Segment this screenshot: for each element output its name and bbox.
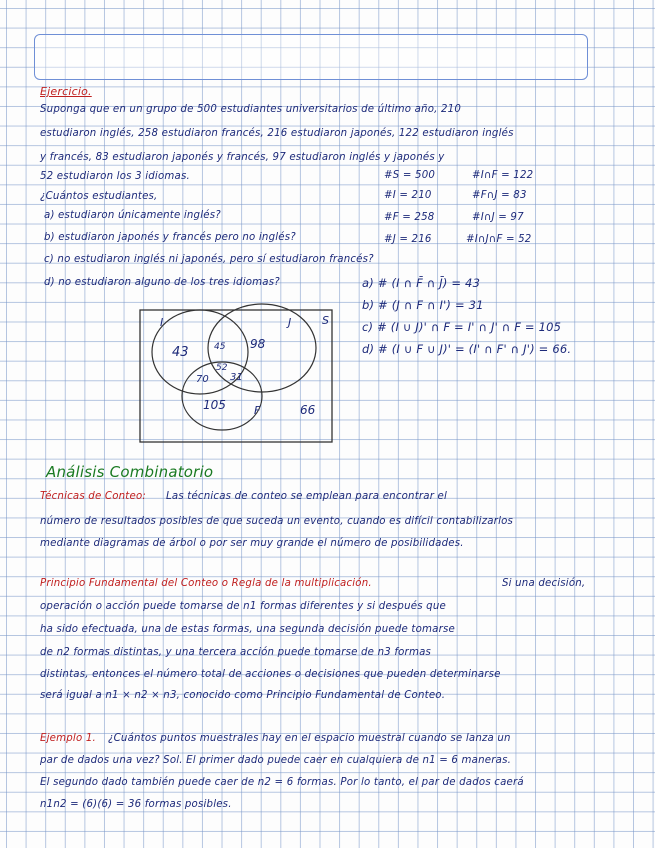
given-I: #I = 210 [384, 190, 432, 201]
given-F: #F = 258 [384, 212, 435, 223]
principle-line-4: de n2 formas distintas, y una tercera acción puede tomarse de n3 formas [40, 647, 432, 658]
principle-line-5: distintas, entonces el número total de acciones o decisiones que pueden determinarse [40, 669, 501, 680]
venn-region-only-J: 98 [250, 337, 266, 351]
section-heading: Análisis Combinatorio [46, 463, 214, 481]
techniques-line-2: número de resultados posibles de que suceda un evento, cuando es difícil contabilizarlos [40, 516, 514, 527]
exercise-line-3: y francés, 83 estudiaron japonés y francés, 97 estudiaron inglés y japonés y [40, 152, 445, 163]
example-line-4: n1n2 = (6)(6) = 36 formas posibles. [40, 799, 232, 810]
example-title: Ejemplo 1. [40, 733, 96, 744]
question-part-c: c) no estudiaron inglés ni japonés, pero sí estudiaron francés? [44, 254, 374, 265]
given-F-J: #F∩J = 83 [472, 190, 527, 201]
given-J: #J = 216 [384, 234, 432, 245]
venn-region-only-F: 105 [203, 398, 226, 412]
principle-line-6: será igual a n1 × n2 × n3, conocido como Principio Fundamental de Conteo. [40, 690, 446, 701]
venn-region-outside: 66 [300, 403, 316, 417]
exercise-title: Ejercicio. [40, 85, 92, 98]
venn-label-J: J [288, 316, 292, 329]
techniques-line-1: Las técnicas de conteo se emplean para encontrar el [166, 491, 448, 502]
question-part-b: b) estudiaron japonés y francés pero no inglés? [44, 232, 296, 243]
answer-b: b) # (J ∩ F ∩ I') = 31 [362, 298, 484, 312]
question-part-a: a) estudiaron únicamente inglés? [44, 210, 221, 221]
venn-region-I-F: 70 [196, 374, 209, 385]
principle-line-3: ha sido efectuada, una de estas formas, una segunda decisión puede tomarse [40, 624, 455, 635]
venn-label-I: I [160, 316, 164, 329]
given-I-F: #I∩F = 122 [472, 170, 534, 181]
answer-c: c) # (I ∪ J)' ∩ F = I' ∩ J' ∩ F = 105 [362, 320, 562, 334]
example-line-1: ¿Cuántos puntos muestrales hay en el espacio muestral cuando se lanza un [108, 733, 511, 744]
venn-region-only-I: 43 [172, 345, 189, 360]
given-S: #S = 500 [384, 170, 436, 181]
venn-label-F: F [254, 404, 261, 417]
example-line-2: par de dados una vez? Sol. El primer dado puede caer en cualquiera de n1 = 6 maneras. [40, 755, 512, 766]
question-part-d: d) no estudiaron alguno de los tres idiomas? [44, 277, 280, 288]
principle-title: Principio Fundamental del Conteo o Regla de la multiplicación. [40, 578, 372, 589]
exercise-line-4: 52 estudiaron los 3 idiomas. [40, 171, 190, 182]
techniques-title: Técnicas de Conteo: [40, 491, 147, 502]
techniques-line-3: mediante diagramas de árbol o por ser muy grande el número de posibilidades. [40, 538, 464, 549]
answer-a: a) # (I ∩ F̄ ∩ J̄) = 43 [362, 276, 481, 290]
given-I-J: #I∩J = 97 [472, 212, 524, 223]
exercise-line-2: estudiaron inglés, 258 estudiaron francés, 216 estudiaron japonés, 122 estudiaron inglés [40, 128, 514, 139]
principle-line-2: operación o acción puede tomarse de n1 formas diferentes y si después que [40, 601, 446, 612]
given-I-J-F: #I∩J∩F = 52 [466, 234, 532, 245]
exercise-line-1: Suponga que en un grupo de 500 estudiantes universitarios de último año, 210 [40, 104, 462, 115]
venn-region-I-J-F: 52 [216, 363, 228, 373]
example-line-3: El segundo dado también puede caer de n2 = 6 formas. Por lo tanto, el par de dados caerá [40, 777, 524, 788]
principle-line-1: Si una decisión, [502, 578, 586, 589]
answer-d: d) # (I ∪ F ∪ J)' = (I' ∩ F' ∩ J') = 66. [362, 342, 572, 356]
venn-label-S: S [322, 314, 329, 327]
venn-region-I-J: 45 [214, 342, 226, 352]
question-text: ¿Cuántos estudiantes, [40, 191, 158, 202]
venn-region-J-F: 31 [230, 372, 243, 383]
